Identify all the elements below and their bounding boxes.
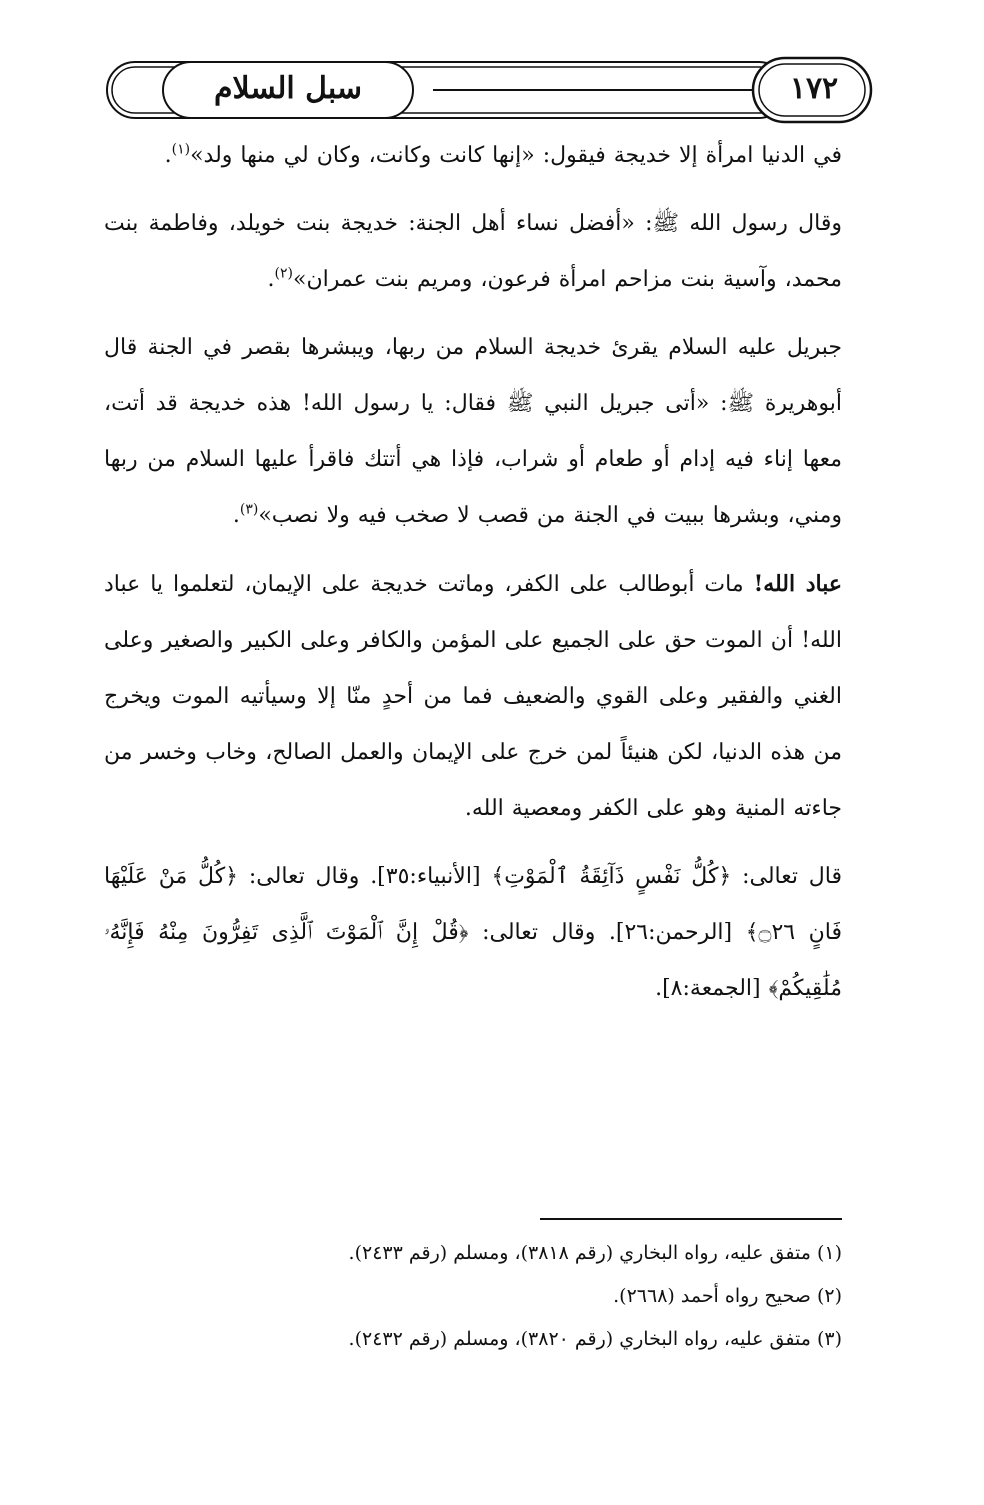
- paragraph-text: جبريل عليه السلام يقرئ خديجة السلام من ربها، ويبشرها بقصر في الجنة قال أبوهريرة ﷺ: «أتى جبريل النبي ﷺ فقال: يا رسول الله! هذه خديجة قد أتت، معها إناء فيه إدام أو طعام أو شراب، فإذا هي أتتك فاقرأ عليها السلام من ربها ومني، وبشرها ببيت في الجنة من قصب لا صخب فيه ولا نصب»: [104, 335, 842, 528]
- paragraph: [104, 196, 842, 308]
- footnote: (١) متفق عليه، رواه البخاري (رقم ٣٨١٨)، ومسلم (رقم ٢٤٣٣).: [348, 1242, 842, 1264]
- footnote-ref: (١): [171, 141, 191, 158]
- paragraph-tail: .: [267, 267, 275, 292]
- paragraph-text: قال تعالى: ﴿كُلُّ نَفْسٍ ذَآئِقَةُ ٱلْمَوْتِ﴾ [الأنبياء:٣٥]. وقال تعالى: ﴿كُلُّ مَنْ عَلَيْهَا فَانٍ ۝٢٦﴾ [الرحمن:٢٦]. وقال تعالى: ﴿قُلْ إِنَّ ٱلْمَوْتَ ٱلَّذِى تَفِرُّونَ مِنْهُ فَإِنَّهُۥ مُلَٰقِيكُمْ﴾ [الجمعة:٨].: [104, 864, 843, 1001]
- paragraph-text: وقال رسول الله ﷺ: «أفضل نساء أهل الجنة: خديجة بنت خويلد، وفاطمة بنت محمد، وآسية بنت مزاحم امرأة فرعون، ومريم بنت عمران»: [104, 211, 842, 292]
- footnotes: [104, 1232, 842, 1361]
- page-title: سبل السلام: [213, 70, 363, 106]
- paragraph-text: في الدنيا امرأة إلا خديجة فيقول: «إنها كانت وكانت، وكان لي منها ولد»: [190, 143, 842, 168]
- footnote-divider: [540, 1218, 842, 1220]
- paragraph: [104, 128, 842, 184]
- paragraph: [104, 849, 842, 1017]
- paragraph: [104, 556, 842, 837]
- paragraph-tail: .: [164, 143, 172, 168]
- paragraph-lead: عباد الله!: [753, 571, 842, 597]
- paragraph: [104, 320, 842, 544]
- paragraph-tail: .: [232, 503, 240, 528]
- page-header: [103, 50, 879, 132]
- footnote-ref: (٢): [274, 265, 293, 282]
- page-number: ١٧٢: [789, 70, 839, 106]
- paragraph-text: مات أبوطالب على الكفر، وماتت خديجة على الإيمان، لتعلموا يا عباد الله! أن الموت حق على الجميع على المؤمن والكافر وعلى الكبير والصغير وعلى الغني والفقير وعلى القوي والضعيف فما من أحدٍ منّا إلا وسيأتيه الموت ويخرج من هذه الدنيا، لكن هنيئاً لمن خرج على الإيمان والعمل الصالح، وخاب وخسر من جاءته المنية وهو على الكفر ومعصية الله.: [104, 572, 842, 821]
- footnote: (٢) صحيح رواه أحمد (٢٦٦٨).: [613, 1285, 842, 1307]
- footnote: (٣) متفق عليه، رواه البخاري (رقم ٣٨٢٠)، ومسلم (رقم ٢٤٣٢).: [348, 1328, 842, 1350]
- footnote-ref: (٣): [239, 501, 259, 518]
- main-text: [104, 128, 842, 1017]
